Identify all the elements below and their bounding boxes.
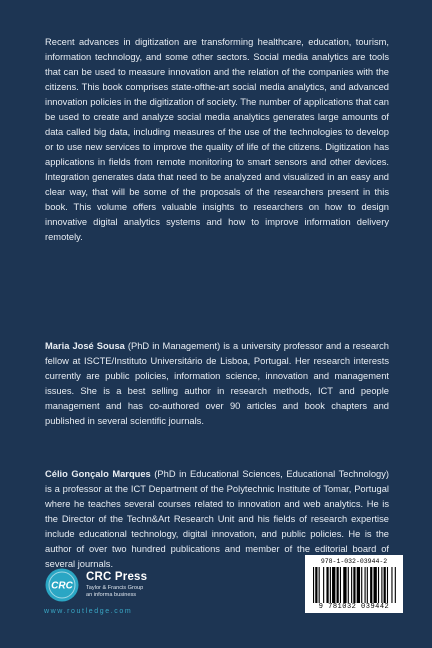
author-name-2: Célio Gonçalo Marques	[45, 469, 151, 479]
barcode-bars	[313, 567, 397, 603]
author-bio-text-2: (PhD in Educational Sciences, Educational Technology) is a professor at the ICT Department of the Polytechnic Institute of Tomar, Portugal where he teaches several courses related to innovation and web analytics. He is the Director of the Techn&Art Research Unit and his fields of research expertise include educational technology, digital innovation, and public policies. He is the author of over two hundred publications and member of the editorial board of several journals.	[45, 469, 389, 569]
publisher-tagline-1: Taylor & Francis Group	[86, 585, 144, 591]
logo-text: CRC	[51, 580, 73, 592]
publisher-tagline-2: an informa business	[86, 592, 137, 598]
crc-press-logo-icon	[44, 567, 80, 603]
publisher-name: CRC Press	[86, 571, 148, 583]
author-bio-text-1: (PhD in Management) is a university professor and a research fellow at ISCTE/Instituto Universitário de Lisboa, Portugal. Her research interests currently are public policies, information science, innovation and management issues. She is a best selling author in research methods, ICT and people management and has co-authored over 90 articles and book chapters and published in several scientific journals.	[45, 341, 389, 426]
isbn-number: 978-1-032-03944-2	[320, 558, 388, 565]
publisher-website: www.routledge.com	[44, 608, 133, 615]
book-description: Recent advances in digitization are transforming healthcare, education, tourism, information technology, and some other sectors. Social media analytics are tools that can be used to measure innovation and the relation of the companies with the citizens. This book comprises state-ofthe-art social media analytics, and advanced innovation policies in the digitization of society. The number of applications that can be used to create and analyze social media analytics generates large amounts of data called big data, including measures of the use of the technologies to develop or to use new services to improve the quality of life of the citizens. Digitization has applications in fields from remote monitoring to smart sensors and other devices. Integration generates data that need to be analyzed and visualized in an easy and clear way, that will be some of the proposals of the researchers present in this book. This volume offers valuable insights to researchers on how to design innovative digital analytics systems and how to improve information delivery remotely.	[45, 37, 389, 242]
publisher-block	[44, 567, 184, 617]
barcode-digits: 9 781032 039442	[318, 603, 390, 611]
author-name-1: Maria José Sousa	[45, 341, 125, 351]
author-bio-1	[45, 339, 389, 429]
isbn-barcode	[305, 555, 403, 613]
